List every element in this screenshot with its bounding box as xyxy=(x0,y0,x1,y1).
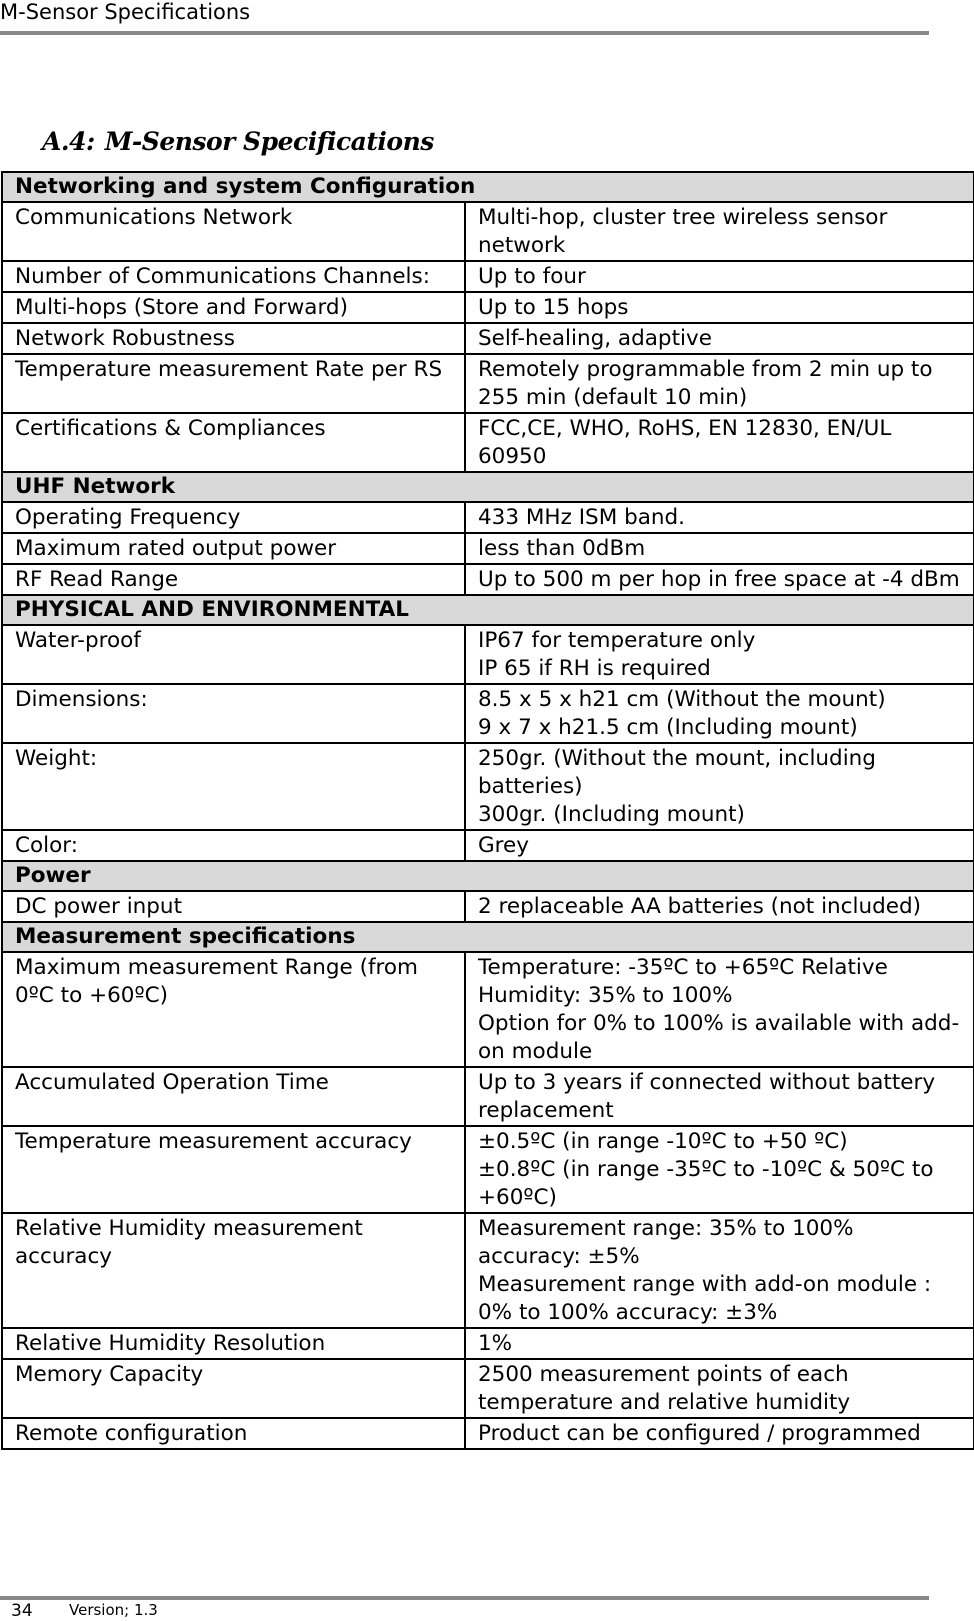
spec-label: Multi-hops (Store and Forward) xyxy=(2,292,465,323)
table-row xyxy=(2,684,974,743)
spec-value xyxy=(465,323,974,354)
spec-value-line: 1% xyxy=(478,1331,513,1356)
table-row xyxy=(2,502,974,533)
spec-value xyxy=(465,1328,974,1359)
table-row xyxy=(2,830,974,861)
spec-label: Certifications & Compliances xyxy=(2,413,465,472)
spec-value-line: Measurement range: 35% to 100% accuracy: ±5% xyxy=(478,1216,854,1269)
spec-value-line: Up to 3 years if connected without battery replacement xyxy=(478,1070,936,1123)
footer-rule xyxy=(0,1596,929,1600)
table-row xyxy=(2,202,974,261)
table-row xyxy=(2,261,974,292)
spec-value-line: ±0.5ºC (in range -10ºC to +50 ºC) xyxy=(478,1129,848,1154)
spec-value-line: Product can be configured / programmed xyxy=(478,1421,921,1446)
spec-label: Memory Capacity xyxy=(2,1359,465,1418)
table-row xyxy=(2,1213,974,1328)
spec-value xyxy=(465,564,974,595)
spec-value xyxy=(465,684,974,743)
table-row xyxy=(2,413,974,472)
section-heading: UHF Network xyxy=(2,472,974,502)
section-header-row xyxy=(2,172,974,202)
spec-value-line: Grey xyxy=(478,833,529,858)
spec-value-line: Up to 500 m per hop in free space at -4 dBm xyxy=(478,567,960,592)
table-row xyxy=(2,1328,974,1359)
spec-value xyxy=(465,743,974,830)
spec-value xyxy=(465,1359,974,1418)
table-row xyxy=(2,533,974,564)
spec-value-line: 8.5 x 5 x h21 cm (Without the mount) xyxy=(478,687,886,712)
section-number: A.4: xyxy=(42,127,95,156)
table-row xyxy=(2,625,974,684)
spec-value xyxy=(465,625,974,684)
spec-value xyxy=(465,1126,974,1213)
table-row xyxy=(2,1126,974,1213)
section-header-row xyxy=(2,595,974,625)
spec-value-line: less than 0dBm xyxy=(478,536,646,561)
spec-value-line: Self-healing, adaptive xyxy=(478,326,712,351)
specifications-table xyxy=(1,171,974,1450)
spec-value-line: Multi-hop, cluster tree wireless sensor network xyxy=(478,205,888,258)
spec-label: Remote configuration xyxy=(2,1418,465,1449)
spec-value-line: Temperature: -35ºC to +65ºC Relative Humidity: 35% to 100% xyxy=(478,955,888,1008)
page-number: 34 xyxy=(11,1601,33,1621)
spec-label: Number of Communications Channels: xyxy=(2,261,465,292)
spec-label: RF Read Range xyxy=(2,564,465,595)
spec-value-line: Option for 0% to 100% is available with add-on module xyxy=(478,1011,960,1064)
spec-value-line: 433 MHz ISM band. xyxy=(478,505,686,530)
table-row xyxy=(2,564,974,595)
spec-value-line: Measurement range with add-on module : 0% to 100% accuracy: ±3% xyxy=(478,1272,932,1325)
spec-value-line: 250gr. (Without the mount, including batteries) xyxy=(478,746,876,799)
spec-value xyxy=(465,533,974,564)
spec-label: Communications Network xyxy=(2,202,465,261)
section-title-text: M-Sensor Specifications xyxy=(104,127,434,156)
spec-value-line: Up to four xyxy=(478,264,586,289)
section-header-row xyxy=(2,472,974,502)
spec-label: Operating Frequency xyxy=(2,502,465,533)
spec-label: Color: xyxy=(2,830,465,861)
spec-label: Relative Humidity Resolution xyxy=(2,1328,465,1359)
spec-value xyxy=(465,502,974,533)
spec-value-line: IP 65 if RH is required xyxy=(478,656,711,681)
spec-value-line: 9 x 7 x h21.5 cm (Including mount) xyxy=(478,715,858,740)
spec-value xyxy=(465,354,974,413)
spec-value xyxy=(465,1418,974,1449)
section-title xyxy=(42,127,434,157)
spec-label: Dimensions: xyxy=(2,684,465,743)
spec-label: DC power input xyxy=(2,891,465,922)
table-row xyxy=(2,743,974,830)
spec-value xyxy=(465,413,974,472)
spec-value xyxy=(465,1213,974,1328)
spec-label: Maximum measurement Range (from 0ºC to +60ºC) xyxy=(2,952,465,1067)
spec-value-line: 2 replaceable AA batteries (not included) xyxy=(478,894,922,919)
table-row xyxy=(2,1067,974,1126)
spec-value xyxy=(465,891,974,922)
section-header-row xyxy=(2,861,974,891)
table-row xyxy=(2,1359,974,1418)
spec-label: Accumulated Operation Time xyxy=(2,1067,465,1126)
spec-value-line: FCC,CE, WHO, RoHS, EN 12830, EN/UL 60950 xyxy=(478,416,892,469)
spec-label: Weight: xyxy=(2,743,465,830)
spec-value xyxy=(465,952,974,1067)
spec-value xyxy=(465,292,974,323)
table-row xyxy=(2,1418,974,1449)
spec-label: Relative Humidity measurement accuracy xyxy=(2,1213,465,1328)
specifications-table-body xyxy=(2,172,974,1449)
spec-label: Network Robustness xyxy=(2,323,465,354)
section-heading: Power xyxy=(2,861,974,891)
table-row xyxy=(2,323,974,354)
spec-label: Temperature measurement accuracy xyxy=(2,1126,465,1213)
running-header: M-Sensor Specifications xyxy=(0,0,251,24)
spec-value xyxy=(465,830,974,861)
section-heading: Networking and system Configuration xyxy=(2,172,974,202)
spec-label: Temperature measurement Rate per RS xyxy=(2,354,465,413)
spec-value-line: ±0.8ºC (in range -35ºC to -10ºC & 50ºC to +60ºC) xyxy=(478,1157,934,1210)
spec-value-line: 2500 measurement points of each temperature and relative humidity xyxy=(478,1362,851,1415)
table-row xyxy=(2,354,974,413)
spec-value xyxy=(465,202,974,261)
version-label: Version; 1.3 xyxy=(69,1601,158,1619)
spec-value-line: Remotely programmable from 2 min up to 255 min (default 10 min) xyxy=(478,357,933,410)
section-heading: Measurement specifications xyxy=(2,922,974,952)
table-row xyxy=(2,891,974,922)
spec-value-line: IP67 for temperature only xyxy=(478,628,756,653)
spec-label: Maximum rated output power xyxy=(2,533,465,564)
spec-label: Water-proof xyxy=(2,625,465,684)
spec-value-line: Up to 15 hops xyxy=(478,295,629,320)
table-row xyxy=(2,292,974,323)
header-rule xyxy=(0,31,929,35)
spec-value xyxy=(465,1067,974,1126)
section-heading: PHYSICAL AND ENVIRONMENTAL xyxy=(2,595,974,625)
table-row xyxy=(2,952,974,1067)
spec-value xyxy=(465,261,974,292)
spec-value-line: 300gr. (Including mount) xyxy=(478,802,745,827)
section-header-row xyxy=(2,922,974,952)
